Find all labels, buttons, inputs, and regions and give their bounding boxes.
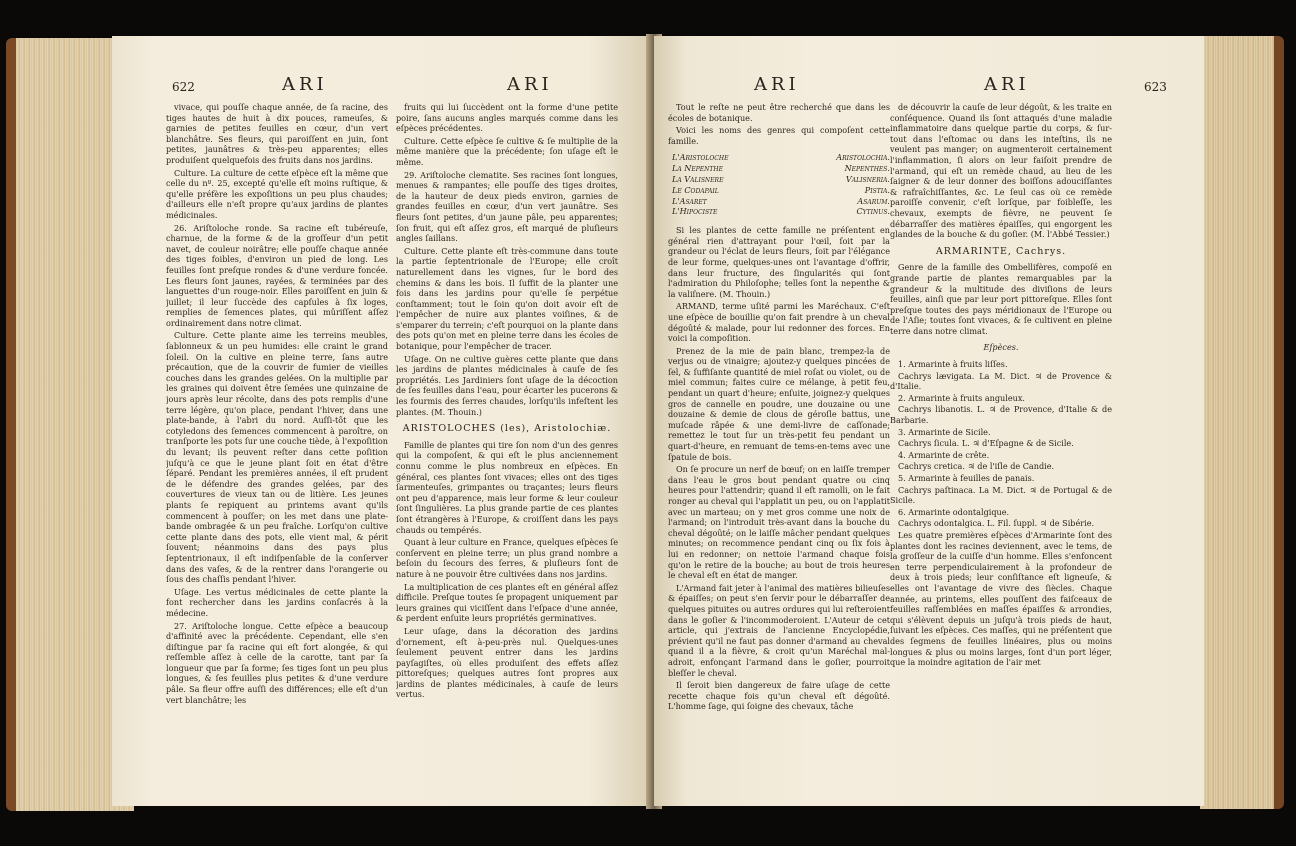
paragraph: 27. Ariſtoloche longue. Cette eſpèce a beaucoup d'affinité avec la précédente. Cependant, elle s'en diſtingue par ſa racine qui eſt fort alongée, & qui reſſemble aſſez à celle de la carotte, tant par ſa longueur que par ſa forme; ſes tiges ſont un peu plus longues, & ſes feuilles plus petites & d'une verdure pâle. Sa fleur offre auſſi des différences; elle eſt d'un vert blanchâtre; les xyxy=(166,620,388,705)
genera-list xyxy=(672,152,890,217)
genus-row xyxy=(672,174,890,185)
paragraph: Culture. Cette plante eſt très-commune dans toute la partie ſeptentrionale de l'Europe; elle croît naturellement dans les vignes, ſur le bord des chemins & dans les bois. Il ſuffit de la planter une fois dans les jardins pour qu'elle ſe perpétue conſtamment; tout le ſoin qu'on doit avoir eſt de l'empêcher de nuire aux plantes voiſines, & de s'emparer du terrein; c'eſt pourquoi on la plante dans des pots qu'on met en pleine terre dans les écoles de botanique, pour l'empêcher de tracer. xyxy=(396,245,618,352)
paragraph: Il ſeroit bien dangereux de faire uſage de cette recette chaque fois qu'un cheval eſt dégoûté. L'homme ſage, qui ſoigne des chevaux, tâche xyxy=(668,680,890,712)
species-name: 6. Armarinte odontalgique. xyxy=(898,506,1010,517)
right-running-head xyxy=(654,72,1204,94)
species-name: 2. Armarinte à fruits anguleux. xyxy=(898,392,1025,403)
species-name: 4. Armarinte de crête. xyxy=(898,449,990,460)
paragraph: Culture. La culture de cette eſpèce eſt la même que celle du nº. 25, excepté qu'elle eſt moins ruſtique, & qu'elle préfère les expoſitions un peu plus chaudes; d'ailleurs elle n'eſt propre qu'aux jardins de plantes médicinales. xyxy=(166,167,388,220)
paragraph: L'Armand fait jeter à l'animal des matières bilieuſes & épaiſſes; on peut s'en ſervir pour le débarraſſer de quelques pituites ou autres ordures qui lui reſteroient dans le goſier & l'incommoderoient. L'Auteur de cet article, qui j'extrais de l'ancienne Encyclopédie, prévient qu'il ne faut pas donner d'armand au cheval quand il a la fièvre, & croit qu'un Maréchal mal-adroit, enfonçant l'armand dans le goſier, pourroit bleſſer le cheval. xyxy=(668,582,890,678)
right-column-2 xyxy=(890,102,1112,802)
page-number-right: 623 xyxy=(1144,80,1167,94)
genus-row xyxy=(672,206,890,217)
genus-french-name: L'Aristoloche xyxy=(672,152,729,163)
article-heading-aristoloches: ARISTOLOCHES (les), Aristolochiæ. xyxy=(402,423,612,435)
left-column-1 xyxy=(166,102,388,802)
species-name: 1. Armarinte à fruits liſſes. xyxy=(898,359,1008,370)
especes-title: Eſpèces. xyxy=(983,342,1019,353)
genus-latin-name: Aristolochia. xyxy=(836,152,890,163)
paragraph: ARMAND, terme uſité parmi les Maréchaux. C'eſt une eſpèce de bouillie qu'on fait prendre à un cheval dégoûté & malade, pour lui redonner des forces. En voici la compoſition. xyxy=(668,301,890,344)
genus-row xyxy=(672,185,890,196)
paragraph: Leur uſage, dans la décoration des jardins d'ornement, eſt à-peu-près nul. Quelques-unes ſeulement peuvent entrer dans les jardins payſagiſtes, où elles produiſent des effets aſſez pittoreſques; quelques autres ſont propres aux jardins de plantes médicinales, à cauſe de leurs vertus. xyxy=(396,625,618,700)
paragraph: Tout le reſte ne peut être recherché que dans les écoles de botanique. xyxy=(668,102,890,123)
paragraph: Genre de la famille des Ombellifères, compoſé en grande partie de plantes remarquables par la grandeur & la multitude des diviſions de leurs feuilles, ainſi que par leur port pittoreſque. Elles ſont preſque toutes des pays méridionaux de l'Europe ou de l'Aſie; toutes ſont vivaces, & ſe cultivent en pleine terre dans notre climat. xyxy=(890,262,1112,336)
paragraph: Voici les noms des genres qui compoſent cette famille. xyxy=(668,125,890,146)
paragraph: La multiplication de ces plantes eſt en général aſſez difficile. Preſque toutes ſe propagent uniquement par leurs graines qui viciſſent dans l'eſpace d'une année, & perdent enſuite leurs propriétés germinatives. xyxy=(396,581,618,624)
genus-row xyxy=(672,196,890,207)
paragraph: Si les plantes de cette famille ne préſentent en général rien d'attrayant pour l'œil, ſoit par la grandeur ou l'éclat de leurs fleurs, ſoit par l'élégance de leur forme, quelques-unes ont l'avantage d'offrir, dans leur fructure, des ſingularités qui ſont l'admiration du Philoſophe; telles ſont la nepenthe & la valiſnere. (M. Thouin.) xyxy=(668,225,890,299)
paragraph: fruits qui lui ſuccèdent ont la forme d'une petite poire, ſans aucuns angles marqués comme dans les eſpèces précédentes. xyxy=(396,102,618,134)
paragraph: 26. Ariſtoloche ronde. Sa racine eſt tubéreuſe, charnue, de la forme & de la groſſeur d'un petit navet, de couleur noirâtre; elle pouſſe chaque année des tiges foibles, d'environ un pied de long. Les feuilles ſont preſque rondes & d'une verdure foncée. Les fleurs ſont jaunes, rayées, & terminées par des languettes d'un rouge-noir. Elles paroiſſent en juin & juillet; il leur ſuccède des capſules à ſix loges, remplies de ſemences plates, qui mûriſſent aſſez ordinairement dans notre climat. xyxy=(166,222,388,328)
species-desc: Cachrys lævigata. La M. Dict. ♃ de Provence & d'Italie. xyxy=(890,370,1112,392)
left-column-2 xyxy=(396,102,618,802)
right-page-edges xyxy=(1200,36,1284,809)
genus-latin-name: Pistia. xyxy=(864,184,890,195)
species-desc: Cachrys cretica. ♃ de l'iſle de Candie. xyxy=(898,461,1055,472)
paragraph: vivace, qui pouſſe chaque année, de ſa racine, des tiges hautes de huit à dix pouces, rameuſes, & garnies de petites feuilles en cœur, d'un vert blanchâtre. Ses fleurs, qui paroiſſent en juin, ſont petites, jaunâtres & très-peu apparentes; elles produiſent quelquefois des fruits dans nos jardins. xyxy=(166,102,388,165)
paragraph: Uſage. On ne cultive guères cette plante que dans les jardins de plantes médicinales à cauſe de ſes propriétés. Les Jardiniers ſont uſage de la décoction de ſes feuilles dans l'eau, pour écarter les pucerons & les fourmis des ſerres chaudes, lorſqu'ils infeſtent les plantes. (M. Thouin.) xyxy=(396,353,618,417)
paragraph: Famille de plantes qui tire ſon nom d'un des genres qui la compoſent, & qui eſt le plus anciennement connu comme le plus nombreux en eſpèces. En général, ces plantes ſont vivaces; elles ont des tiges ſarmenteuſes, grimpantes ou traçantes; leurs fleurs ont peu d'apparence, mais leur forme & leur couleur ſont ſingulières. La plus grande partie de ces plantes ſont étrangères à l'Europe, & croiſſent dans les pays chauds ou tempérés. xyxy=(396,439,618,535)
genus-latin-name: Valisneria. xyxy=(845,173,890,184)
genus-row xyxy=(672,163,890,174)
genus-latin-name: Cytinus. xyxy=(856,206,890,217)
paragraph: Culture. Cette eſpèce ſe cultive & ſe multiplie de la même manière que la précédente; ſon uſage eſt le même. xyxy=(396,135,618,167)
genus-french-name: L'Hipociste xyxy=(672,206,718,217)
genus-latin-name: Asarum. xyxy=(857,195,890,206)
species-name: 3. Armarinte de Sicile. xyxy=(898,426,991,437)
headword-left-b: ARI xyxy=(507,74,553,95)
paragraph: Prenez de la mie de pain blanc, trempez-la de verjus ou de vinaigre; ajoutez-y quelques pincées de ſel, & ſuffiſante quantité de miel roſat ou violet, ou de miel commun; faites cuire ce mélange, à petit feu, pendant un quart d'heure; enſuite, joignez-y quelques gros de cannelle en poudre, une douzaine ou une douzaine & demie de clous de géroſle battus, une muſcade râpée & une demi-livre de caſſonade; remettez le tout ſur un très-petit feu pendant un quart-d'heure, en remuant de tems-en-tems avec une ſpatule de bois. xyxy=(668,345,890,462)
paragraph: Culture. Cette plante aime les terreins meubles, ſablonneux & un peu humides: elle craint le grand ſoleil. On la cultive en pleine terre, ſans autre précaution, que de la couvrir de fumier de vieilles couches dans les grandes gelées. On la multiplie par les graines qui doivent être ſemées une quinzaine de jours après leur récolte, dans des pots remplis d'une terre légère, qu'on place, pendant l'hiver, dans une plate-bande, à l'abri du nord. Auſſi-tôt que les cotyledons des ſemences commencent à paroître, on tranſporte les pots ſur une couche tiède, à l'expoſition du levant; ils peuvent reſter dans cette poſition juſqu'à ce que le jeune plant ſoit en état d'être ſéparé. Pendant les premières années, il eſt prudent de le défendre des grandes gelées, par des couvertures de vieux tan ou de litière. Les jeunes plants ſe repiquent au printems avant qu'ils commencent à pouſſer; on les met dans une plate-bande ombragée & un peu fraîche. Lorſqu'on cultive cette plante dans des pots, elle vient mal, & périt ſouvent; néanmoins dans des pays plus ſeptentrionaux, il eſt indiſpenſable de la conſerver dans des vaſes, & de la rentrer dans l'orangerie ou ſous des chaſſis pendant l'hiver. xyxy=(166,330,388,585)
left-running-head xyxy=(112,72,652,94)
genus-row xyxy=(672,152,890,163)
species-name: 5. Armarinte à feuilles de panais. xyxy=(898,473,1035,483)
paragraph: On ſe procure un nerf de bœuf; on en laiſſe tremper dans l'eau le gros bout pendant quatre ou cinq heures pour l'attendrir; quand il eſt ramolli, on le fait ronger au cheval qui l'applatit un peu, ou on l'applatit avec un marteau; on y met gros comme une noix de l'armand; on l'introduit très-avant dans la bouche du cheval dégoûté; on le laiſſe mâcher pendant quelques minutes; on recommence pendant cinq ou ſix fois à lui en redonner; on nettoie l'armand chaque fois qu'on le retire de la bouche; au bout de trois heures le cheval eſt en état de manger. xyxy=(668,464,890,581)
paragraph: Les quatre premières eſpèces d'Armarinte ſont des plantes dont les racines deviennent, avec le tems, de la groſſeur de la cuiſſe d'un homme. Elles s'enfoncent en terre perpendiculairement à la profondeur de deux à trois pieds; leur conſiſtance eſt ligneuſe, & elles ont l'avantage de vivre des ſiècles. Chaque année, au printems, elles pouſſent des faiſceaux de feuilles raſſemblées en maſſes épaiſſes & arrondies, qui s'élèvent depuis un juſqu'à trois pieds de haut, ſuivant les eſpèces. Ces maſſes, qui ne préſentent que des ſegmens de feuilles linéaires, plus ou moins longues & plus ou moins larges, ſont d'un port léger, que la moindre agitation de l'air met xyxy=(890,529,1112,668)
paragraph: Quant à leur culture en France, quelques eſpèces ſe conſervent en pleine terre; un plus grand nombre a beſoin du ſecours des ſerres, & pluſieurs ſont de nature à ne pouvoir être cultivées dans nos jardins. xyxy=(396,537,618,579)
species-desc: Cachrys libanotis. L. ♃ de Provence, d'Italie & de Barbarie. xyxy=(890,404,1112,426)
headword-left-a: ARI xyxy=(282,74,328,95)
genus-french-name: L'Asaret xyxy=(672,195,707,206)
species-desc: Cachrys odontalgica. L. Fil. ſuppl. ♃ de Sibérie. xyxy=(898,518,1095,529)
headword-right-b: ARI xyxy=(984,74,1030,95)
genus-french-name: La Nepenthe xyxy=(672,163,724,174)
paragraph: Uſage. Les vertus médicinales de cette plante la font rechercher dans les jardins conſacrés à la médecine. xyxy=(166,586,388,618)
genus-latin-name: Nepenthes. xyxy=(844,163,890,174)
genus-french-name: La Valisnere xyxy=(672,173,724,184)
left-page xyxy=(112,36,652,806)
genus-french-name: Le Codapail xyxy=(672,184,719,195)
species-desc: Cachrys ſicula. L. ♃ d'Eſpagne & de Sicile. xyxy=(898,438,1074,449)
article-heading-armarinte: ARMARINTE, Cachrys. xyxy=(935,245,1067,257)
paragraph: de découvrir la cauſe de leur dégoût, & les traite en conſéquence. Quand ils ſont attaqués d'une maladie inflammatoire dans quelque partie du corps, & ſur-tout dans l'eſtomac ou dans les inteſtins, ils ne veulent pas manger; on augmenteroit certainement l'inflammation, ſi alors on leur faiſoit prendre de l'armand, qui eſt un remède chaud, au lieu de les ſaigner & de leur donner des boiſſons adouciſſantes & rafraîchiſſantes, &c. Le ſeul cas où ce remède paroiſſe convenir, c'eſt lorſque, par foibleſſe, les chevaux, exempts de fièvre, ne peuvent ſe débarraſſer des matières épaiſſes, qui engorgent les glandes de la bouche & du goſier. (M. l'Abbé Tessier.) xyxy=(890,102,1112,240)
headword-right-a: ARI xyxy=(754,74,800,95)
right-column-1 xyxy=(668,102,890,802)
page-number-left: 622 xyxy=(172,80,195,94)
right-page xyxy=(654,36,1204,806)
species-desc: Cachrys paſtinaca. La M. Dict. ♃ de Portugal & de Sicile. xyxy=(890,484,1112,506)
paragraph: 29. Ariſtoloche clematite. Ses racines ſont longues, menues & rampantes; elle pouſſe des tiges droites, de la hauteur de deux pieds environ, garnies de grandes feuilles en cœur, d'un vert jaunâtre. Ses fleurs ſont petites, d'un jaune pâle, peu apparentes; ſon fruit, qui eſt aſſez gros, eſt marqué de pluſieurs angles ſaillans. xyxy=(396,169,618,244)
